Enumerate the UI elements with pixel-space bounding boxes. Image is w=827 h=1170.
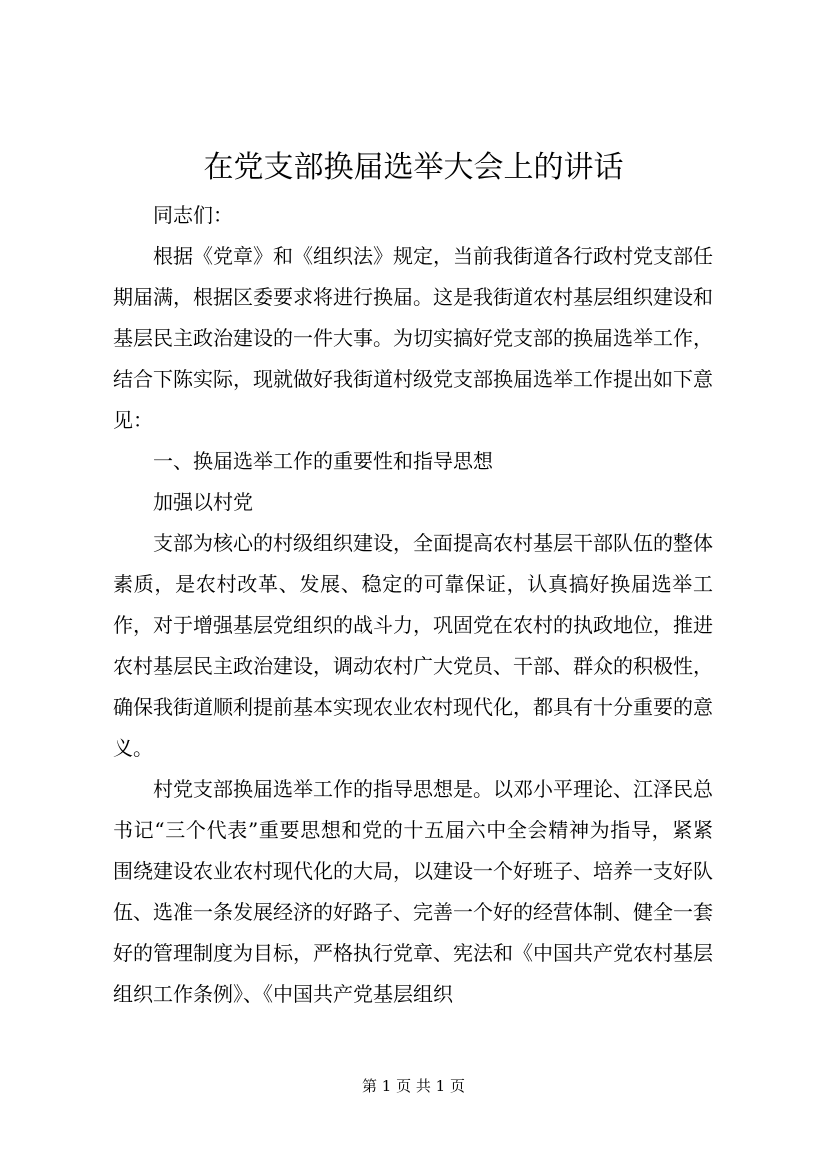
salutation-paragraph: 同志们： — [153, 203, 233, 227]
body-paragraph: 村党支部换届选举工作的指导思想是。以邓小平理论、江泽民总书记“三个代表”重要思想和党的十五届六中全会精神为指导，紧紧围绕建设农业农村现代化的大局，以建设一个好班子、培养一支好队伍、选准一条发展经济的好路子、完善一个好的经营体制、健全一套好的管理制度为目标，严格执行党章、宪法和《中国共产党农村基层组织工作条例》、《中国共产党基层组织 — [113, 777, 713, 1006]
body-paragraph: 支部为核心的村级组织建设，全面提高农村基层干部队伍的整体素质，是农村改革、发展、稳定的可靠保证，认真搞好换届选举工作，对于增强基层党组织的战斗力，巩固党在农村的执政地位，推进农村基层民主政治建设，调动农村广大党员、干部、群众的积极性，确保我街道顺利提前基本实现农业农村现代化，都具有十分重要的意义。 — [113, 531, 713, 760]
body-paragraph: 加强以村党 — [153, 490, 253, 514]
body-paragraph: 根据《党章》和《组织法》规定，当前我街道各行政村党支部任期届满，根据区委要求将进行换届。这是我街道农村基层组织建设和基层民主政治建设的一件大事。为切实搞好党支部的换届选举工作，结合下陈实际，现就做好我街道村级党支部换届选举工作提出如下意见： — [113, 244, 713, 432]
section-heading: 一、换届选举工作的重要性和指导思想 — [153, 449, 493, 473]
document-body — [113, 195, 713, 1015]
page-title: 在党支部换届选举大会上的讲话 — [203, 150, 624, 185]
page-footer: 第 1 页 共 1 页 — [362, 1077, 465, 1095]
